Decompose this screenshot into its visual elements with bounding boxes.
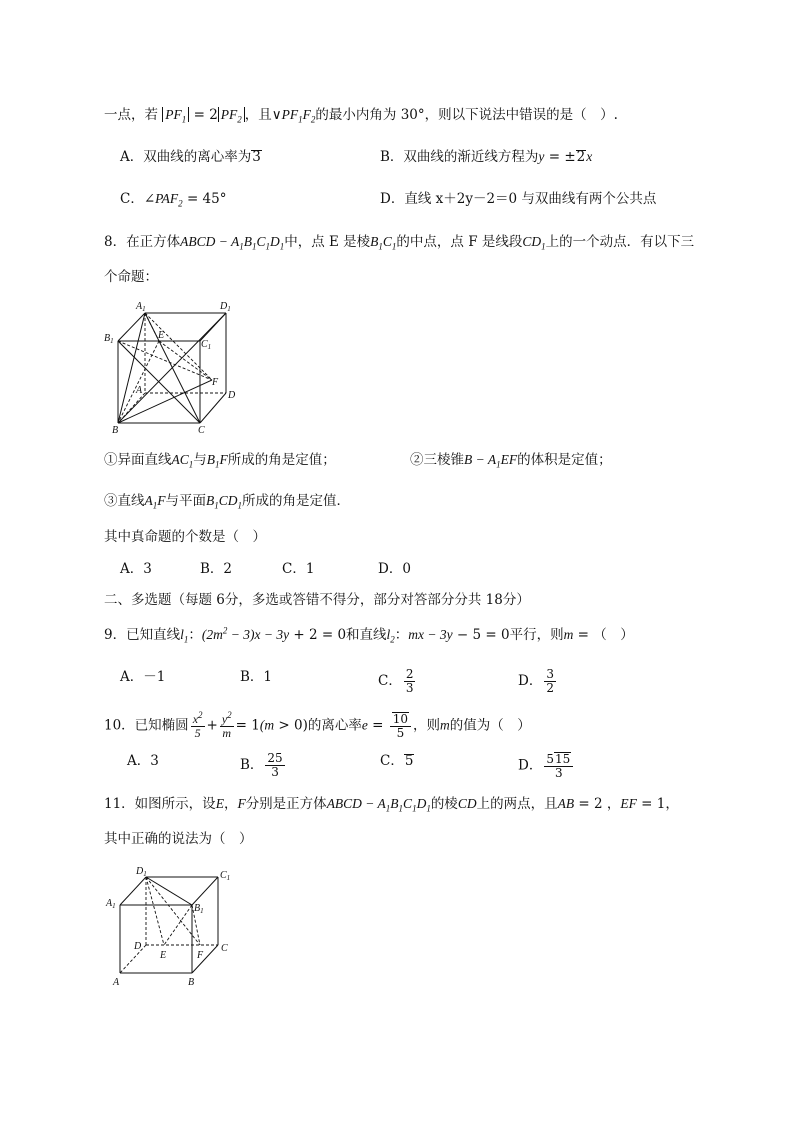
q8-option-c: C．1 [282, 561, 315, 577]
q8-question: 其中真命题的个数是（ ） [104, 529, 266, 545]
svg-text:A1: $A_1$ [136, 301, 146, 313]
q9-option-a: A．－1 [120, 669, 166, 685]
q8-proposition-2: ②三棱锥$B - A_1EF$的体积是定值； [410, 452, 612, 470]
svg-text:C: C [221, 943, 228, 954]
q11-stem-line2: 其中正确的说法为（ ） [104, 831, 253, 847]
section-heading: 二、多选题（每题 6分，多选或答错不得分，部分对答部分分共 18分） [104, 592, 530, 608]
svg-text:D1: $D_1$ [136, 866, 147, 878]
svg-text:D: D [228, 390, 236, 401]
q8-option-b: B．2 [200, 561, 233, 577]
q8-stem-line2: 个命题： [104, 269, 158, 285]
svg-text:A: A [113, 977, 120, 988]
q7-option-b: B．双曲线的渐近线方程为y = ±2x [380, 149, 593, 165]
q11-cube-figure [100, 860, 240, 995]
q7-option-d: D．直线 x＋2y－2＝0 与双曲线有两个公共点 [380, 191, 657, 207]
svg-text:B1: $B_1$ [104, 333, 114, 345]
svg-text:E: E [160, 950, 167, 961]
q8-proposition-1: ①异面直线$AC_1$与$B_1F$所成的角是定值； [104, 452, 336, 470]
svg-text:D1: $D_1$ [220, 301, 231, 313]
q10-option-b: B． $\frac{25}{3}$ [240, 751, 283, 779]
q8-stem: 8．在正方体ABCD − $A_1B_1C_1D_1$中，点 E 是棱$B_1C_1$的中点，点 F 是线段$CD_1$上的一个动点．有以下三 [104, 234, 695, 252]
q10-stem: 10．已知椭圆 $\frac{x^2}{5}$ + $\frac{y^2}{m}$ = 1(m > 0)的离心率e = $\frac{10}{5}$ ，则m的值为（ ） [104, 709, 531, 740]
svg-text:B1: $B_1$ [194, 903, 204, 915]
svg-text:C: C [198, 425, 205, 435]
q10-option-c: C．5 [380, 753, 414, 769]
svg-text:C1: $C_1$ [220, 870, 231, 882]
svg-text:F: F [197, 950, 204, 961]
q8-cube-figure [100, 295, 250, 435]
svg-text:A1: $A_1$ [106, 898, 116, 910]
svg-text:A: A [136, 385, 143, 396]
q9-option-c: C． $\frac{2}{3}$ [378, 667, 414, 695]
q9-option-b: B．1 [240, 669, 273, 685]
q10-option-d: D． $\frac{515}{3}$ [518, 752, 575, 780]
q7-option-c: C．$\angle PAF_2 = 45^\circ$ [120, 191, 227, 209]
q7-stem: 一点，若 $PF_1 = 2$ $PF_2$ ，且$\vee PF_1F_2$的最小内角为 30°，则以下说法中错误的是（ ）. [104, 107, 618, 125]
q9-option-d: D． $\frac{3}{2}$ [518, 667, 554, 695]
svg-text:E: E [158, 330, 165, 341]
svg-text:F: F [212, 377, 219, 388]
q8-option-d: D．0 [378, 561, 411, 577]
q8-proposition-3: ③直线$A_1F$与平面$B_1CD_1$所成的角是定值． [104, 493, 351, 511]
q7-option-a: A．双曲线的离心率为3 [120, 149, 261, 165]
q8-option-a: A．3 [120, 561, 152, 577]
q9-stem: 9．已知直线$l_1$：$(2m^2 - 3)x - 3y + 2 = 0$和直线$l_2$：mx − 3y − 5 = 0平行，则m = （ ） [104, 625, 634, 645]
svg-text:C1: $C_1$ [201, 339, 212, 351]
svg-text:B: B [112, 425, 119, 435]
q10-option-a: A．3 [127, 753, 159, 769]
svg-text:B: B [188, 977, 195, 988]
svg-text:D: D [134, 941, 142, 952]
q11-stem: 11．如图所示，设E，F分别是正方体ABCD − $A_1B_1C_1D_1$的棱CD上的两点，且AB = 2 ，EF = 1， [104, 796, 679, 814]
